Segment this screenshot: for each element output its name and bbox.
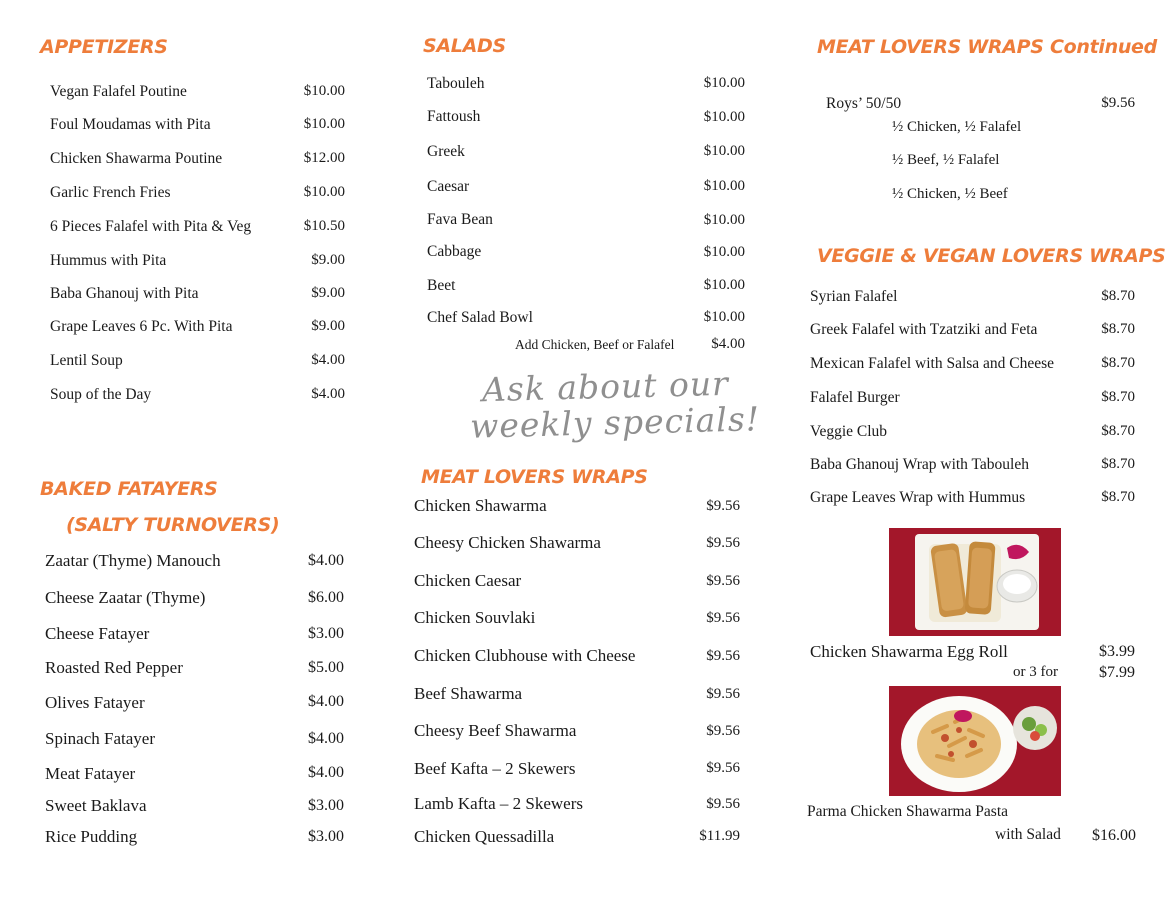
garlic-sauce xyxy=(1003,574,1031,594)
roys-5050-option: ½ Chicken, ½ Falafel xyxy=(892,119,1022,135)
appetizer-item: Lentil Soup xyxy=(50,352,123,369)
fatayer-item: Meat Fatayer xyxy=(45,764,136,783)
fatayer-price: $5.00 xyxy=(308,659,344,676)
fatayer-price: $3.00 xyxy=(308,797,344,814)
salad-price: $10.00 xyxy=(703,143,745,159)
salad-item: Cabbage xyxy=(427,243,482,260)
salad-bowl xyxy=(1013,706,1057,750)
fatayer-item: Rice Pudding xyxy=(45,827,138,846)
veggie-wrap-item: Baba Ghanouj Wrap with Tabouleh xyxy=(810,456,1029,473)
specials-line-1: Ask about our xyxy=(481,363,730,410)
appetizer-price: $9.00 xyxy=(311,252,345,268)
veggie-wraps-heading: VEGGIE & VEGAN LOVERS WRAPS xyxy=(817,245,1166,267)
veggie-wrap-item: Falafel Burger xyxy=(810,389,900,406)
pasta-photo xyxy=(889,686,1061,796)
appetizer-item: Grape Leaves 6 Pc. With Pita xyxy=(50,318,233,335)
meat-wrap-price: $9.56 xyxy=(706,648,740,664)
salad-addon-price: $4.00 xyxy=(711,336,745,352)
meat-wrap-item: Beef Shawarma xyxy=(414,684,523,703)
meat-wrap-item: Chicken Caesar xyxy=(414,571,522,590)
fatayer-price: $3.00 xyxy=(308,828,344,845)
fatayer-price: $4.00 xyxy=(308,693,344,710)
veggie-wrap-item: Greek Falafel with Tzatziki and Feta xyxy=(810,321,1038,338)
salad-price: $10.00 xyxy=(703,244,745,260)
meat-wrap-item: Chicken Shawarma xyxy=(414,496,547,515)
appetizer-item: Foul Moudamas with Pita xyxy=(50,116,211,133)
egg-roll-2 xyxy=(965,541,996,615)
pickled-turnip xyxy=(954,710,972,722)
veggie-wrap-item: Veggie Club xyxy=(810,423,888,440)
meat-wraps-continued-heading: MEAT LOVERS WRAPS Continued xyxy=(817,36,1157,58)
pasta-item-line-1: Parma Chicken Shawarma Pasta xyxy=(807,803,1009,820)
veggie-wrap-price: $8.70 xyxy=(1101,489,1135,505)
fatayer-item: Roasted Red Pepper xyxy=(45,658,183,677)
appetizer-price: $4.00 xyxy=(311,352,345,368)
salad-addon-label: Add Chicken, Beef or Falafel xyxy=(515,337,675,352)
meat-wrap-price: $9.56 xyxy=(706,610,740,626)
fatayers-subheading: (SALTY TURNOVERS) xyxy=(66,514,280,536)
salad-tomato xyxy=(1030,731,1040,741)
fatayer-item: Zaatar (Thyme) Manouch xyxy=(45,551,221,570)
appetizer-item: Baba Ghanouj with Pita xyxy=(50,285,199,302)
appetizer-price: $4.00 xyxy=(311,386,345,402)
fatayer-item: Cheese Fatayer xyxy=(45,624,150,643)
meat-wrap-item: Beef Kafta – 2 Skewers xyxy=(414,759,576,778)
meat-wrap-item: Cheesy Chicken Shawarma xyxy=(414,533,601,552)
fatayer-item: Sweet Baklava xyxy=(45,796,147,815)
meat-wrap-price: $9.56 xyxy=(706,760,740,776)
salad-item: Greek xyxy=(427,143,465,160)
meat-wrap-price: $9.56 xyxy=(706,498,740,514)
veggie-wrap-price: $8.70 xyxy=(1101,423,1135,439)
fatayer-price: $6.00 xyxy=(308,589,344,606)
appetizer-price: $9.00 xyxy=(311,318,345,334)
meat-wrap-item: Lamb Kafta – 2 Skewers xyxy=(414,794,584,813)
appetizer-price: $10.00 xyxy=(303,83,345,99)
salad-item: Chef Salad Bowl xyxy=(427,309,533,326)
pasta-price: $16.00 xyxy=(1092,827,1136,844)
meat-wrap-price: $9.56 xyxy=(706,686,740,702)
fatayer-price: $4.00 xyxy=(308,764,344,781)
appetizer-price: $9.00 xyxy=(311,285,345,301)
roys-5050-option: ½ Chicken, ½ Beef xyxy=(892,186,1008,202)
salads-heading: SALADS xyxy=(423,35,506,57)
salad-item: Caesar xyxy=(427,178,470,195)
fatayer-price: $4.00 xyxy=(308,730,344,747)
salad-price: $10.00 xyxy=(703,212,745,228)
veggie-wrap-price: $8.70 xyxy=(1101,288,1135,304)
appetizer-item: 6 Pieces Falafel with Pita & Veg xyxy=(50,218,252,235)
roys-5050-price: $9.56 xyxy=(1101,95,1135,111)
fatayer-item: Spinach Fatayer xyxy=(45,729,155,748)
fatayer-item: Cheese Zaatar (Thyme) xyxy=(45,588,206,607)
meat-wrap-item: Chicken Souvlaki xyxy=(414,608,536,627)
appetizer-item: Soup of the Day xyxy=(50,386,152,403)
meat-wrap-price: $11.99 xyxy=(699,828,740,844)
meat-wrap-price: $9.56 xyxy=(706,723,740,739)
salad-price: $10.00 xyxy=(703,309,745,325)
veggie-wrap-price: $8.70 xyxy=(1101,355,1135,371)
pasta-item-line-2: with Salad xyxy=(995,826,1061,843)
salad-item: Fava Bean xyxy=(427,211,493,228)
veggie-wrap-item: Syrian Falafel xyxy=(810,288,898,305)
meat-wrap-price: $9.56 xyxy=(706,535,740,551)
appetizer-item: Hummus with Pita xyxy=(50,252,167,269)
egg-roll-plate-illustration xyxy=(889,528,1061,636)
veggie-wrap-item: Mexican Falafel with Salsa and Cheese xyxy=(810,355,1055,372)
appetizer-price: $10.00 xyxy=(303,116,345,132)
egg-roll-deal-label: or 3 for xyxy=(1013,664,1058,680)
fatayer-price: $4.00 xyxy=(308,552,344,569)
salad-price: $10.00 xyxy=(703,75,745,91)
veggie-wrap-price: $8.70 xyxy=(1101,321,1135,337)
appetizer-item: Chicken Shawarma Poutine xyxy=(50,150,223,167)
egg-roll-price: $3.99 xyxy=(1099,643,1135,660)
salad-price: $10.00 xyxy=(703,178,745,194)
salad-item: Beet xyxy=(427,277,456,294)
egg-roll-item: Chicken Shawarma Egg Roll xyxy=(810,642,1008,661)
fatayer-item: Olives Fatayer xyxy=(45,693,145,712)
veggie-wrap-price: $8.70 xyxy=(1101,389,1135,405)
fatayers-heading: BAKED FATAYERS xyxy=(40,478,218,500)
salad-price: $10.00 xyxy=(703,109,745,125)
salad-greens xyxy=(1022,717,1036,731)
meat-wrap-price: $9.56 xyxy=(706,796,740,812)
salad-item: Tabouleh xyxy=(427,75,485,92)
egg-roll-deal-price: $7.99 xyxy=(1099,664,1135,681)
salad-price: $10.00 xyxy=(703,277,745,293)
egg-roll-photo xyxy=(889,528,1061,636)
salad-item: Fattoush xyxy=(427,108,481,125)
veggie-wrap-item: Grape Leaves Wrap with Hummus xyxy=(810,489,1026,506)
meat-wrap-item: Chicken Clubhouse with Cheese xyxy=(414,646,636,665)
veggie-wrap-price: $8.70 xyxy=(1101,456,1135,472)
appetizers-heading: APPETIZERS xyxy=(40,36,168,58)
specials-line-2: weekly specials! xyxy=(469,399,761,446)
appetizer-price: $12.00 xyxy=(303,150,345,166)
roys-5050-option: ½ Beef, ½ Falafel xyxy=(892,152,1000,168)
meat-wrap-item: Cheesy Beef Shawarma xyxy=(414,721,577,740)
roys-5050-item: Roys’ 50/50 xyxy=(826,95,902,112)
pasta-plate-illustration xyxy=(889,686,1061,796)
appetizer-price: $10.00 xyxy=(303,184,345,200)
fatayer-price: $3.00 xyxy=(308,625,344,642)
meat-wrap-price: $9.56 xyxy=(706,573,740,589)
appetizer-item: Garlic French Fries xyxy=(50,184,171,201)
meat-wraps-heading: MEAT LOVERS WRAPS xyxy=(421,466,648,488)
appetizer-price: $10.50 xyxy=(303,218,345,234)
meat-wrap-item: Chicken Quessadilla xyxy=(414,827,555,846)
appetizer-item: Vegan Falafel Poutine xyxy=(50,83,187,100)
